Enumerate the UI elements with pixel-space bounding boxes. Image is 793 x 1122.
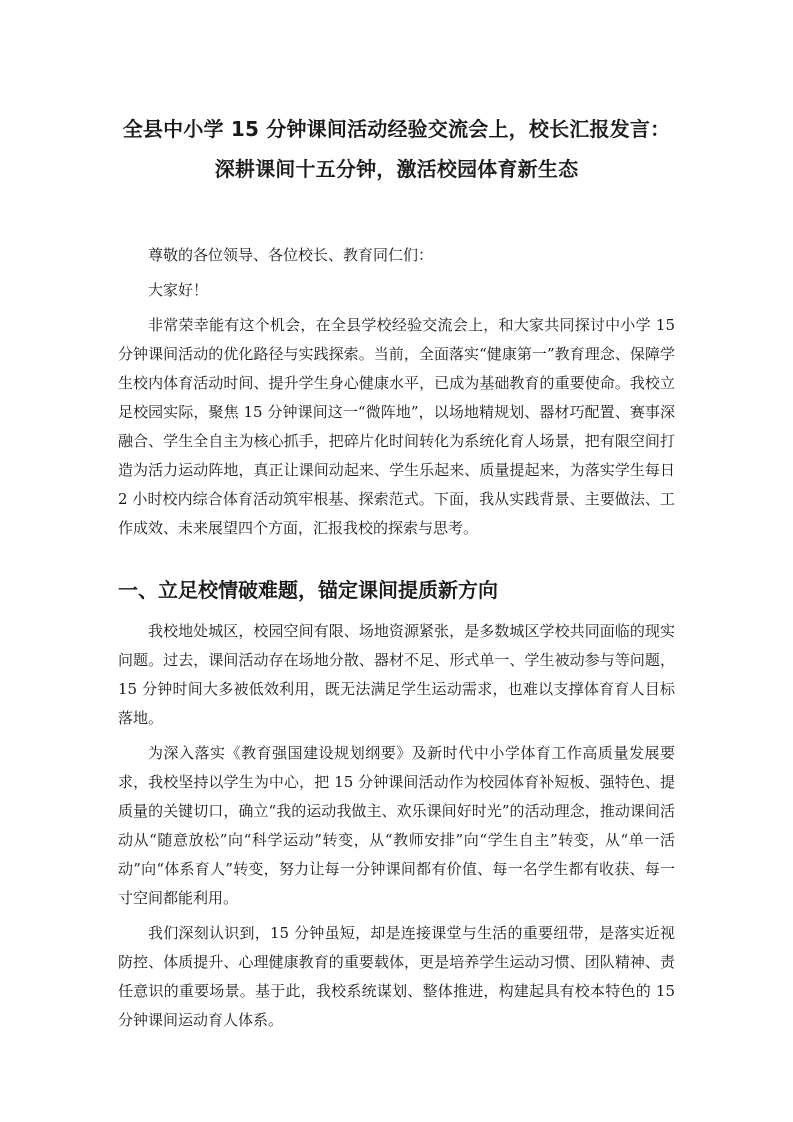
document-title-line-1: 全县中小学 15 分钟课间活动经验交流会上，校长汇报发言： xyxy=(122,117,671,141)
greeting: 大家好！ xyxy=(148,281,209,299)
document-title-line-2: 深耕课间十五分钟，激活校园体育新生态 xyxy=(214,157,579,181)
salutation: 尊敬的各位领导、各位校长、教育同仁们： xyxy=(148,246,434,264)
section-1-heading: 一、立足校情破难题，锚定课间提质新方向 xyxy=(118,578,498,602)
section-1-paragraph: 我校地处城区，校园空间有限、场地资源紧张，是多数城区学校共同面临的现实问题。过去，课间活动存在场地分散、器材不足、形式单一、学生被动参与等问题，15 分钟时间大多被低效利用，既无法满足学生运动需求，也难以支撑体育育人目标落地。 xyxy=(118,622,675,727)
section-1-paragraph: 我们深刻认识到，15 分钟虽短，却是连接课堂与生活的重要纽带，是落实近视防控、体质提升、心理健康教育的重要载体，更是培养学生运动习惯、团队精神、责任意识的重要场景。基于此，我校系统谋划、整体推进，构建起具有校本特色的 15 分钟课间运动育人体系。 xyxy=(118,924,675,1029)
document-body xyxy=(118,241,675,1035)
intro-paragraph: 非常荣幸能有这个机会，在全县学校经验交流会上，和大家共同探讨中小学 15 分钟课间活动的优化路径与实践探索。当前，全面落实“健康第一”教育理念、保障学生校内体育活动时间、提升学生身心健康水平，已成为基础教育的重要使命。我校立足校园实际，聚焦 15 分钟课间这一“微阵地”，以场地精规划、器材巧配置、赛事深融合、学生全自主为核心抓手，把碎片化时间转化为系统化育人场景，把有限空间打造为活力运动阵地，真正让课间动起来、学生乐起来、质量提起来，为落实学生每日 2 小时校内综合体育活动筑牢根基、探索范式。下面，我从实践背景、主要做法、工作成效、未来展望四个方面，汇报我校的探索与思考。 xyxy=(118,316,675,537)
section-1-paragraph: 为深入落实《教育强国建设规划纲要》及新时代中小学体育工作高质量发展要求，我校坚持以学生为中心，把 15 分钟课间活动作为校园体育补短板、强特色、提质量的关键切口，确立“我的运动我做主、欢乐课间好时光”的活动理念，推动课间活动从“随意放松”向“科学运动”转变，从“教师安排”向“学生自主”转变，从“单一活动”向“体系育人”转变，努力让每一分钟课间都有价值、每一名学生都有收获、每一寸空间都能利用。 xyxy=(118,744,675,907)
